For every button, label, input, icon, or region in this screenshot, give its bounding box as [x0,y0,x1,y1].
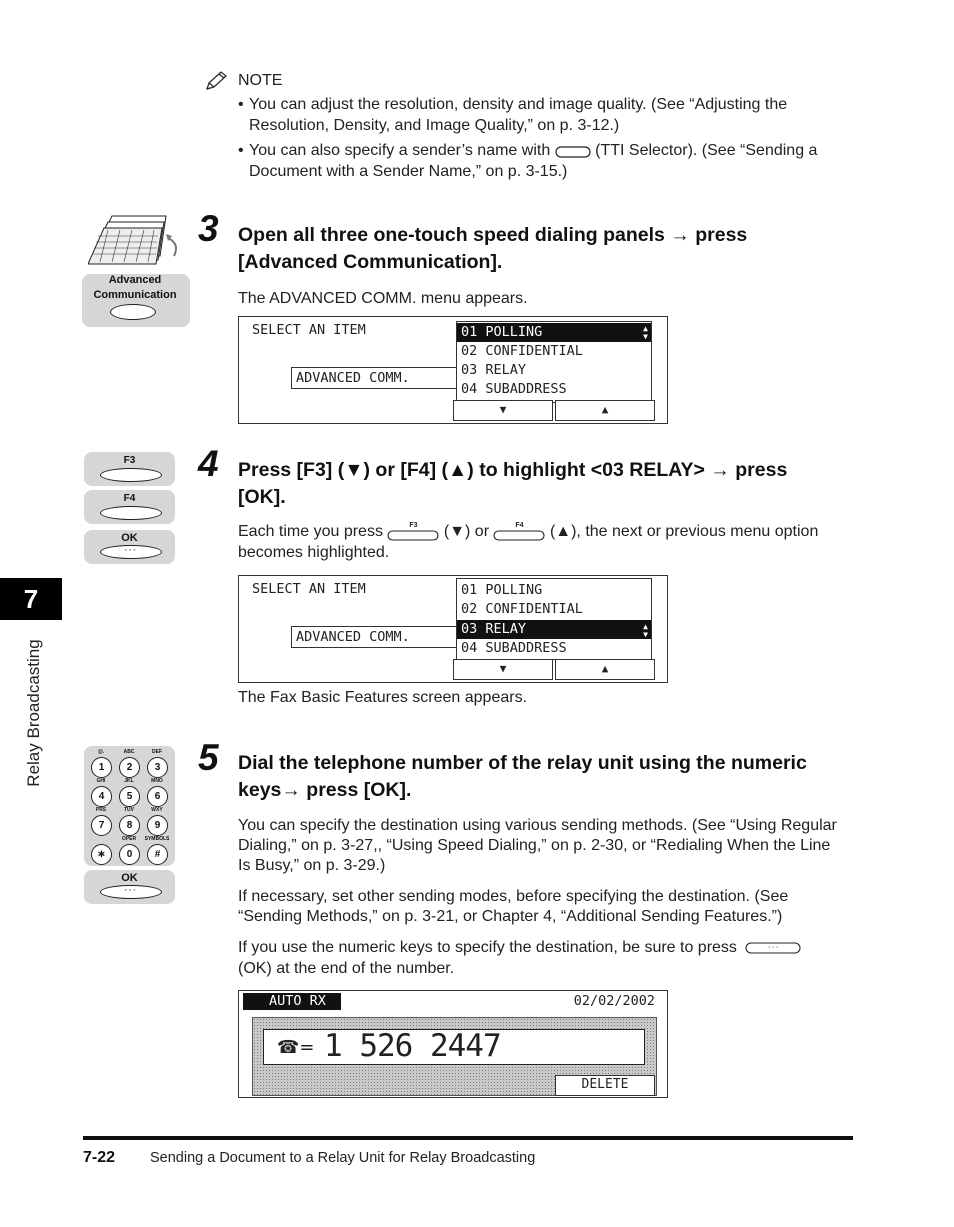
numeric-key[interactable]: 2 [119,757,140,778]
scroll-arrows-icon: ▲ ▼ [643,324,648,341]
numeric-key-sublabel: JKL [124,778,134,784]
numeric-key[interactable]: 1 [91,757,112,778]
lcd-prompt: SELECT AN ITEM [252,581,366,597]
lcd-date: 02/02/2002 [573,993,655,1009]
numeric-key[interactable]: # [147,844,168,865]
scroll-arrows-icon: ▲ ▼ [643,622,648,639]
numeric-key-sublabel: WXY [151,807,163,813]
numeric-key-sublabel: SYMBOLS [144,836,170,842]
numeric-key-sublabel: GHI [96,778,106,784]
numeric-key[interactable]: 9 [147,815,168,836]
lcd-down-button[interactable]: ▼ [453,400,553,421]
lcd-list-item[interactable]: 03 RELAY [457,620,651,639]
numeric-key[interactable]: 5 [119,786,140,807]
lcd-delete-button[interactable]: DELETE [555,1075,655,1096]
lcd-prompt: SELECT AN ITEM [252,322,366,338]
step-description: Each time you press F3 (▼) or F4 (▲), the next or previous menu option [238,522,819,541]
numeric-key-sublabel: DEF [152,749,162,755]
tti-selector-key-icon [555,144,591,158]
lcd-status: AUTO RX [243,993,341,1010]
note-bullet: • You can adjust the resolution, density and image quality. (See “Adjusting the Resolution, Density, and Image Quality,” on p. 3-12.) [238,96,788,134]
lcd-menu-title: ADVANCED COMM. [291,626,457,648]
numeric-key-sublabel: TUV [124,807,134,813]
numeric-key[interactable]: 3 [147,757,168,778]
numeric-key[interactable]: 4 [91,786,112,807]
lcd-item-list [456,321,652,403]
numeric-key[interactable]: 0 [119,844,140,865]
lcd-list-item[interactable]: 04 SUBADDRESS [461,640,567,656]
telephone-icon: ☎= [277,1037,315,1058]
step-number: 3 [198,208,219,249]
numeric-key-sublabel: @. [97,749,105,755]
step-heading: Press [F3] (▼) or [F4] (▲) to highlight <03 RELAY> → press [238,459,788,481]
lcd-list-item[interactable]: 01 POLLING [461,582,543,598]
lcd-fax-screen [238,990,668,1098]
step-description: becomes highlighted. [238,544,390,561]
step-number: 4 [198,443,219,484]
numeric-key[interactable]: 8 [119,815,140,836]
lcd-menu-screen [238,575,668,683]
numeric-key[interactable]: ∗ [91,844,112,865]
step-paragraph: You can specify the destination using various sending methods. (See “Using Regular Dialing,” on p. 3-27,, “Using Speed Dialing,” on p. 2-30, or “Redialing When the Line Is Busy,” on p. 3-29.) [238,817,837,874]
step-result: The Fax Basic Features screen appears. [238,689,528,706]
dialed-number: 1 526 2447 [324,1028,501,1064]
chapter-number: 7 [23,584,39,614]
step-heading: [OK]. [238,486,286,508]
note-pencil-icon [204,70,230,92]
step-heading: Dial the telephone number of the relay unit using the numeric [238,752,807,774]
lcd-down-button[interactable]: ▼ [453,659,553,680]
lcd-list-item[interactable]: 03 RELAY [461,362,527,378]
numeric-key-sublabel: MNO [151,778,163,784]
advanced-communication-key-graphic: Advanced Communication [82,212,190,327]
number-entry-field[interactable] [263,1029,645,1065]
footer-title: Sending a Document to a Relay Unit for Relay Broadcasting [150,1150,536,1166]
f4-key-icon: F4 [493,522,545,542]
lcd-menu-screen [238,316,668,424]
f4-key[interactable] [100,506,162,520]
lcd-up-button[interactable]: ▲ [555,400,655,421]
numeric-key[interactable]: 6 [147,786,168,807]
lcd-list-item[interactable]: 01 POLLING [457,323,651,342]
step-heading: Open all three one-touch speed dialing panels → press [238,224,748,246]
lcd-list-item[interactable]: 02 CONFIDENTIAL [461,601,583,617]
lcd-list-item[interactable]: 02 CONFIDENTIAL [461,343,583,359]
note-title: NOTE [238,72,283,89]
f3-key[interactable] [100,468,162,482]
note-bullet: • You can also specify a sender’s name with (TTI Selector). (See “Sending a Document with a Sender Name,” on p. 3-15.) [238,142,818,180]
step-paragraph: (OK) at the end of the number. [238,960,455,977]
footer-rule [83,1136,853,1140]
step-paragraph: If you use the numeric keys to specify the destination, be sure to press ◦ ◦ ◦ [238,938,858,958]
numeric-key[interactable]: 7 [91,815,112,836]
lcd-list-item[interactable]: 04 SUBADDRESS [461,381,567,397]
step-heading: [Advanced Communication]. [238,251,503,273]
numeric-key-sublabel: OPER [121,836,137,842]
chapter-side-label: Relay Broadcasting [24,639,43,787]
advanced-communication-key[interactable] [110,304,156,320]
step-description: The ADVANCED COMM. menu appears. [238,290,528,307]
numeric-key-sublabel: ABC [123,749,135,755]
step-paragraph: If necessary, set other sending modes, before specifying the destination. (See “Sending Methods,” on p. 3-21, or Chapter 4, “Additional Sending Features.”) [238,888,789,925]
ok-key-icon: ◦ ◦ ◦ [745,941,801,955]
chapter-tab [0,578,62,620]
lcd-menu-title: ADVANCED COMM. [291,367,457,389]
footer-page-number: 7-22 [83,1149,116,1166]
step-number: 5 [198,737,219,778]
numeric-key-sublabel: PRS [95,807,107,813]
lcd-item-list [456,578,652,660]
f3-key-icon: F3 [387,522,439,542]
lcd-up-button[interactable]: ▲ [555,659,655,680]
step-heading: keys→ press [OK]. [238,779,412,801]
